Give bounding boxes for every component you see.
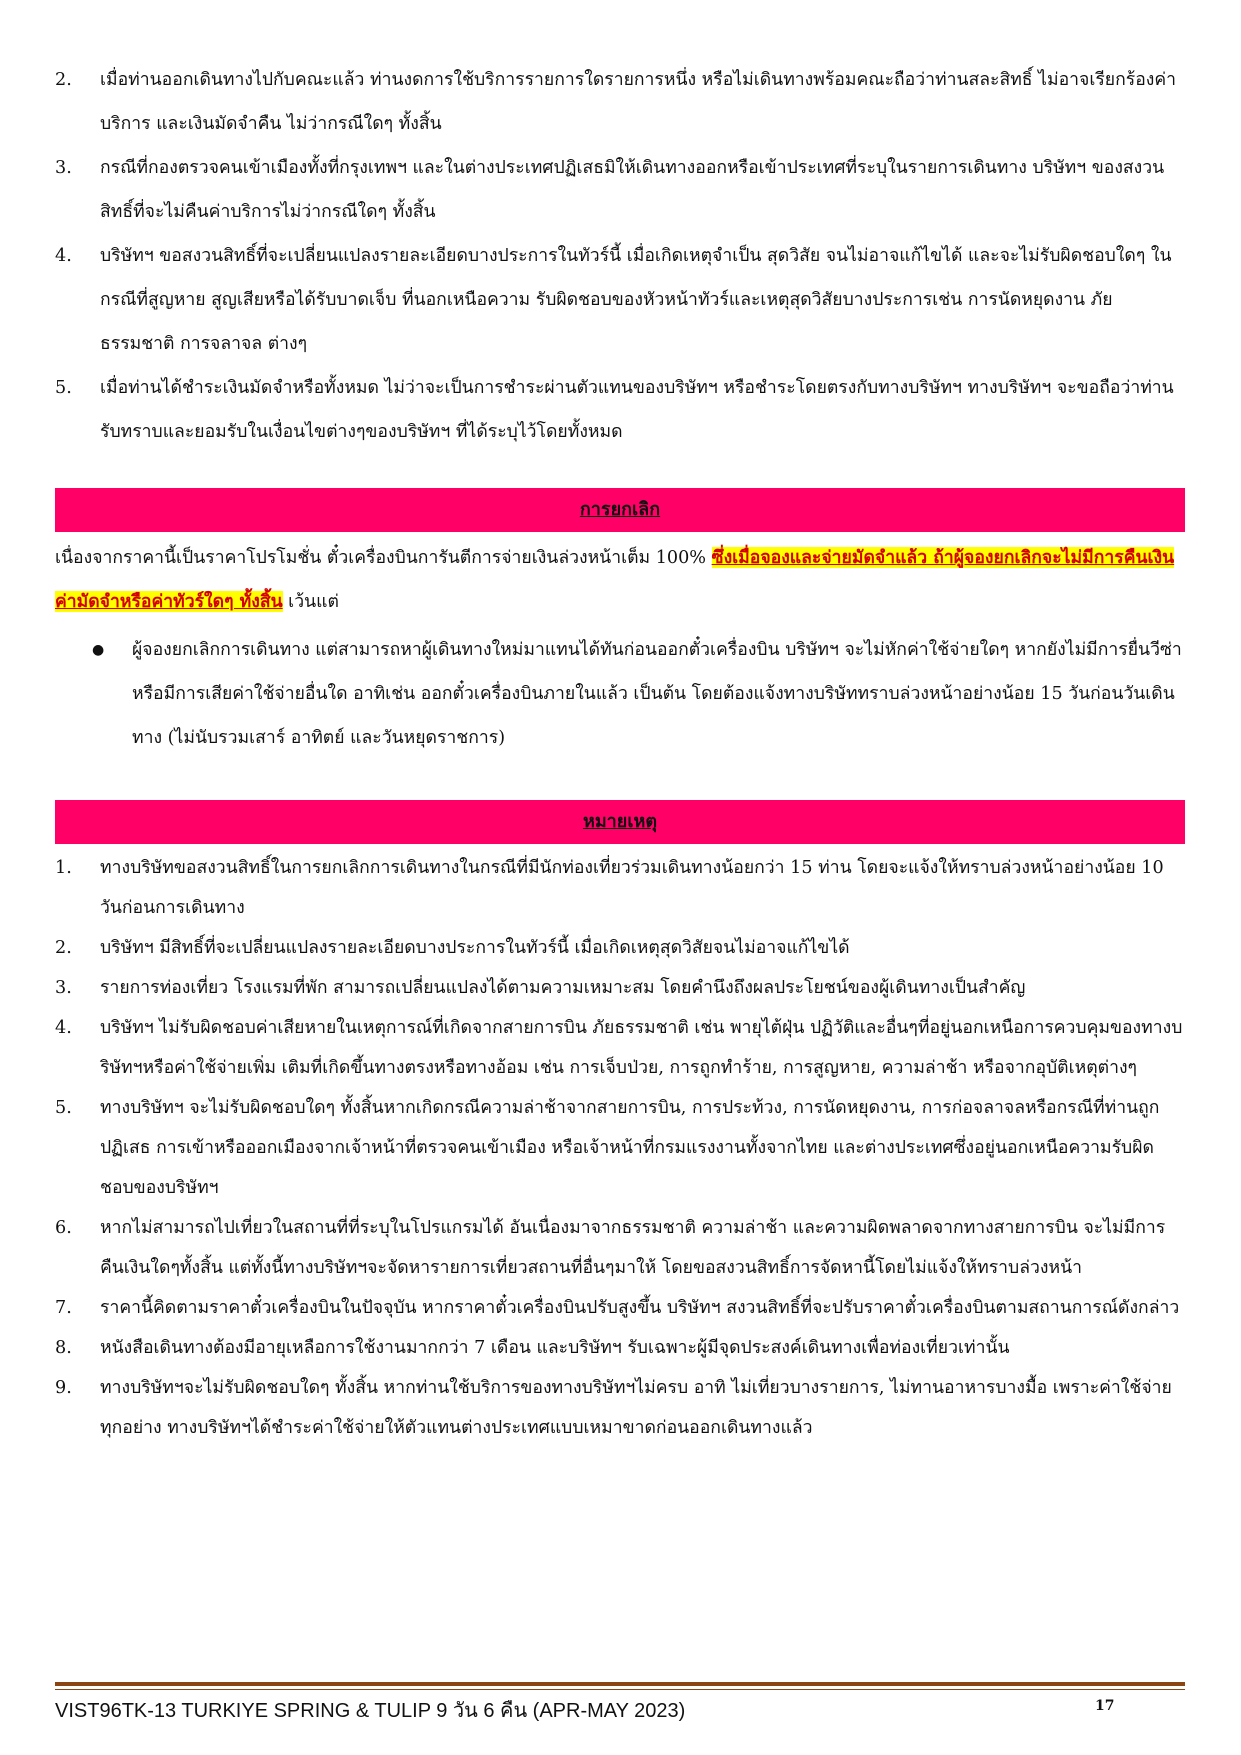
list-item: 1. ทางบริษัทขอสงวนสิทธิ์ในการยกเลิกการเดินทางในกรณีที่มีนักท่องเที่ยวร่วมเดินทางน้อยกว่า 15 ท่าน โดยจะแจ้งให้ทราบล่วงหน้าอย่างน้อย 10 วันก่อนการเดินทาง xyxy=(55,858,1164,918)
list-item: 9. ทางบริษัทฯจะไม่รับผิดชอบใดๆ ทั้งสิ้น หากท่านใช้บริการของทางบริษัทฯไม่ครบ อาทิ ไม่เที่ยวบางรายการ, ไม่ทานอาหารบางมื้อ เพราะค่าใช้จ่ายทุกอย่าง ทางบริษัทฯได้ชำระค่าใช้จ่ายให้ตัวแทนต่างประเทศแบบเหมาขาดก่อนออกเดินทางแล้ว xyxy=(55,1378,1172,1438)
list-item: 4. บริษัทฯ ขอสงวนสิทธิ์ที่จะเปลี่ยนแปลงรายละเอียดบางประการในทัวร์นี้ เมื่อเกิดเหตุจำเป็น สุดวิสัย จนไม่อาจแก้ไขได้ และจะไม่รับผิดชอบใดๆ ในกรณีที่สูญหาย สูญเสียหรือได้รับบาดเจ็บ ที่นอกเหนือความ รับผิดชอบของหัวหน้าทัวร์และเหตุสุดวิสัยบางประการเช่น การนัดหยุดงาน ภัยธรรมชาติ การจลาจล ต่างๆ xyxy=(55,246,1172,354)
footer-program-title: VIST96TK-13 TURKIYE SPRING & TULIP 9 วัน 6 คืน (APR-MAY 2023) xyxy=(55,1700,686,1722)
terms-list-top xyxy=(55,58,1185,454)
list-item: 3. รายการท่องเที่ยว โรงแรมที่พัก สามารถเปลี่ยนแปลงได้ตามความเหมาะสม โดยคำนึงถึงผลประโยชน์ของผู้เดินทางเป็นสำคัญ xyxy=(55,978,1026,998)
cancel-highlight: ซึ่งเมื่อจองและจ่ายมัดจำแล้ว ถ้าผู้จองยกเลิกจะไม่มีการคืนเงินค่ามัดจำหรือค่าทัวร์ใดๆ ทั้งสิ้น xyxy=(55,547,1175,612)
cancel-intro-suffix: เว้นแต่ xyxy=(282,592,339,612)
page-number: 17 xyxy=(1095,1698,1115,1714)
list-item: 8. หนังสือเดินทางต้องมีอายุเหลือการใช้งานมากกว่า 7 เดือน และบริษัทฯ รับเฉพาะผู้มีจุดประสงค์เดินทางเพื่อท่องเที่ยวเท่านั้น xyxy=(55,1338,1010,1358)
footer-rule-thick xyxy=(55,1682,1185,1686)
cancel-intro-text: เนื่องจากราคานี้เป็นราคาโปรโมชั่น ตั๋วเครื่องบินการันตีการจ่ายเงินล่วงหน้าเต็ม 100% xyxy=(55,548,712,568)
list-item: 3. กรณีที่กองตรวจคนเข้าเมืองทั้งที่กรุงเทพฯ และในต่างประเทศปฏิเสธมิให้เดินทางออกหรือเข้าประเทศที่ระบุในรายการเดินทาง บริษัทฯ ของสงวนสิทธิ์ที่จะไม่คืนค่าบริการไม่ว่ากรณีใดๆ ทั้งสิ้น xyxy=(55,158,1165,222)
cancel-intro xyxy=(55,536,1185,624)
list-item: ● ผู้จองยกเลิกการเดินทาง แต่สามารถหาผู้เดินทางใหม่มาแทนได้ทันก่อนออกตั๋วเครื่องบิน บริษัทฯ จะไม่หักค่าใช้จ่ายใดๆ หากยังไม่มีการยื่นวีซ่า หรือมีการเสียค่าใช้จ่ายอื่นใด อาทิเช่น ออกตั๋วเครื่องบินภายในแล้ว เป็นต้น โดยต้องแจ้งทางบริษัททราบล่วงหน้าอย่างน้อย 15 วันก่อนวันเดินทาง (ไม่นับรวมเสาร์ อาทิตย์ และวันหยุดราชการ) xyxy=(92,628,1185,760)
cancel-section-header: การยกเลิก xyxy=(55,488,1185,532)
list-item: 6. หากไม่สามารถไปเที่ยวในสถานที่ที่ระบุในโปรแกรมได้ อันเนื่องมาจากธรรมชาติ ความล่าช้า และความผิดพลาดจากทางสายการบิน จะไม่มีการคืนเงินใดๆทั้งสิ้น แต่ทั้งนี้ทางบริษัทฯจะจัดหารายการเที่ยวสถานที่อื่นๆมาให้ โดยขอสงวนสิทธิ์การจัดหานี้โดยไม่แจ้งให้ทราบล่วงหน้า xyxy=(55,1218,1166,1278)
bullet-dot-icon: ● xyxy=(92,642,105,658)
list-item: 5. ทางบริษัทฯ จะไม่รับผิดชอบใดๆ ทั้งสิ้นหากเกิดกรณีความล่าช้าจากสายการบิน, การประท้วง, การนัดหยุดงาน, การก่อจลาจลหรือกรณีที่ท่านถูกปฏิเสธ การเข้าหรือออกเมืองจากเจ้าหน้าที่ตรวจคนเข้าเมือง หรือเจ้าหน้าที่กรมแรงงานทั้งจากไทย และต่างประเทศซึ่งอยู่นอกเหนือความรับผิดชอบของบริษัทฯ xyxy=(55,1098,1160,1198)
notes-list xyxy=(55,848,1185,1448)
notes-section-header: หมายเหตุ xyxy=(55,800,1185,844)
list-item: 7. ราคานี้คิดตามราคาตั๋วเครื่องบินในปัจจุบัน หากราคาตั๋วเครื่องบินปรับสูงขึ้น บริษัทฯ สงวนสิทธิ์ที่จะปรับราคาตั๋วเครื่องบินตามสถานการณ์ดังกล่าว xyxy=(55,1298,1180,1318)
list-item: 2. เมื่อท่านออกเดินทางไปกับคณะแล้ว ท่านงดการใช้บริการรายการใดรายการหนึ่ง หรือไม่เดินทางพร้อมคณะถือว่าท่านสละสิทธิ์ ไม่อาจเรียกร้องค่าบริการ และเงินมัดจำคืน ไม่ว่ากรณีใดๆ ทั้งสิ้น xyxy=(55,70,1177,134)
list-item: 2. บริษัทฯ มีสิทธิ์ที่จะเปลี่ยนแปลงรายละเอียดบางประการในทัวร์นี้ เมื่อเกิดเหตุสุดวิสัยจนไม่อาจแก้ไขได้ xyxy=(55,938,850,958)
cancel-bullet-list xyxy=(92,628,1185,760)
list-item: 5. เมื่อท่านได้ชำระเงินมัดจำหรือทั้งหมด ไม่ว่าจะเป็นการชำระผ่านตัวแทนของบริษัทฯ หรือชำระโดยตรงกับทางบริษัทฯ ทางบริษัทฯ จะขอถือว่าท่านรับทราบและยอมรับในเงื่อนไขต่างๆของบริษัทฯ ที่ได้ระบุไว้โดยทั้งหมด xyxy=(55,378,1174,442)
footer-rule-thin xyxy=(55,1689,1185,1690)
list-item: 4. บริษัทฯ ไม่รับผิดชอบค่าเสียหายในเหตุการณ์ที่เกิดจากสายการบิน ภัยธรรมชาติ เช่น พายุไต้ฝุ่น ปฏิวัติและอื่นๆที่อยู่นอกเหนือการควบคุมของทางบริษัทฯหรือค่าใช้จ่ายเพิ่ม เติมที่เกิดขึ้นทางตรงหรือทางอ้อม เช่น การเจ็บป่วย, การถูกทำร้าย, การสูญหาย, ความล่าช้า หรือจากอุบัติเหตุต่างๆ xyxy=(55,1018,1183,1078)
